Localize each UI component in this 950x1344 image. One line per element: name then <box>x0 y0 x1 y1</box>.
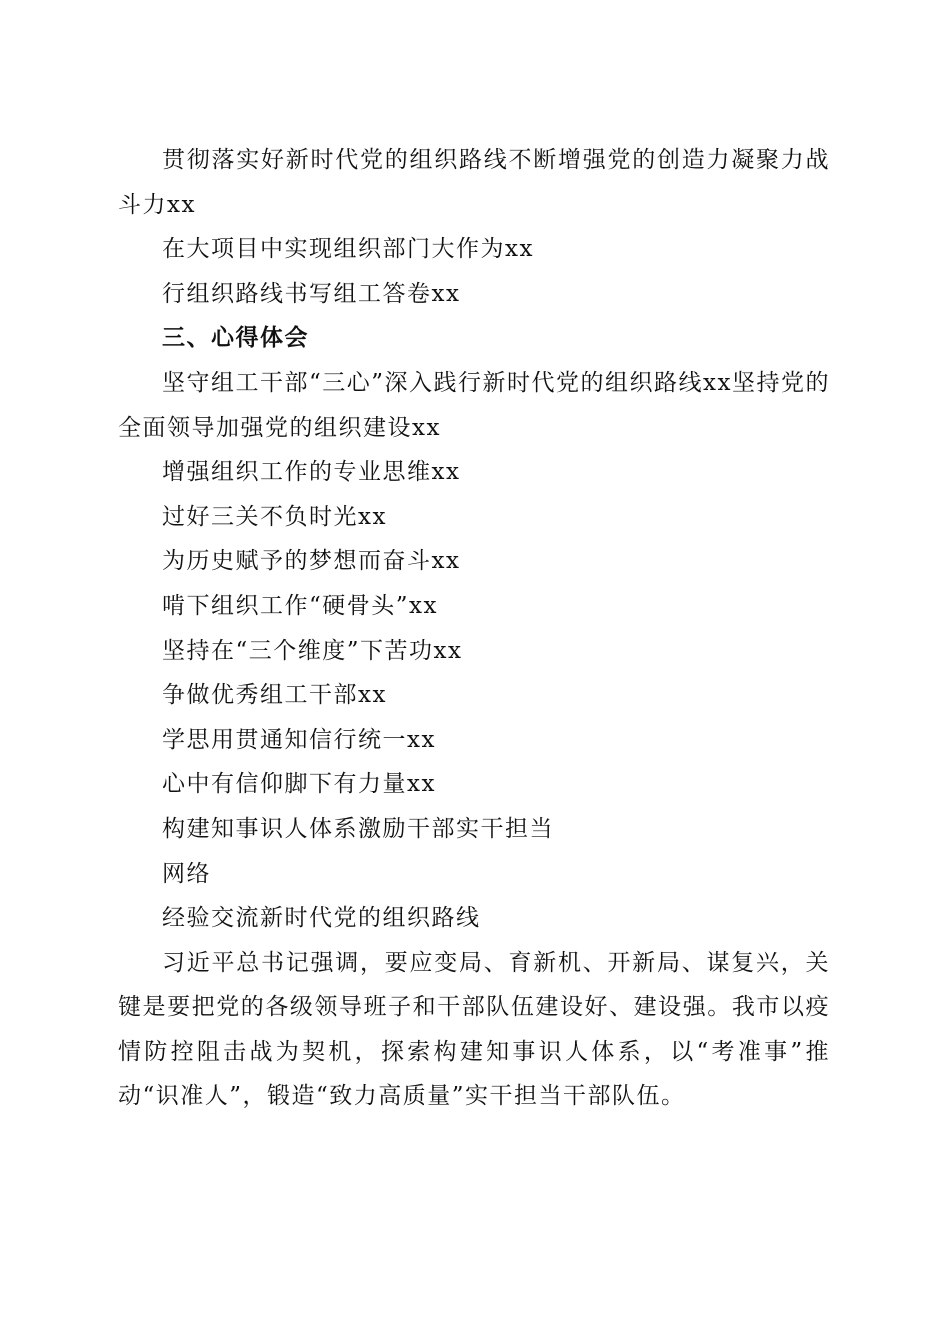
paragraph: 构建知事识人体系激励干部实干担当 <box>162 815 554 842</box>
paragraph: 坚持在“三个维度”下苦功xx <box>162 637 463 664</box>
paragraph: 增强组织工作的专业思维xx <box>162 459 461 486</box>
paragraph: 啃下组织工作“硬骨头”xx <box>162 592 438 619</box>
document-body <box>118 138 830 1119</box>
paragraph: 学思用贯通知信行统一xx <box>162 726 436 753</box>
paragraph: 在大项目中实现组织部门大作为xx <box>162 236 534 263</box>
paragraph: 心中有信仰脚下有力量xx <box>162 771 436 798</box>
paragraph: 贯彻落实好新时代党的组织路线不断增强党的创造力凝聚力战斗力xx <box>118 147 830 218</box>
paragraph: 坚守组工干部“三心”深入践行新时代党的组织路线xx坚持党的全面领导加强党的组织建设xx <box>118 369 830 441</box>
paragraph: 争做优秀组工干部xx <box>162 682 387 709</box>
paragraph: 为历史赋予的梦想而奋斗xx <box>162 548 461 575</box>
paragraph: 网络 <box>162 860 211 887</box>
paragraph: 习近平总书记强调，要应变局、育新机、开新局、谋复兴，关键是要把党的各级领导班子和干部队伍建设好、建设强。我市以疫情防控阻击战为契机，探索构建知事识人体系，以“考准事”推动“识准人”，锻造“致力高质量”实干担当干部队伍。 <box>118 949 830 1110</box>
section-heading: 三、心得体会 <box>162 324 309 352</box>
paragraph: 经验交流新时代党的组织路线 <box>162 905 481 932</box>
paragraph: 行组织路线书写组工答卷xx <box>162 280 461 307</box>
paragraph: 过好三关不负时光xx <box>162 503 387 530</box>
